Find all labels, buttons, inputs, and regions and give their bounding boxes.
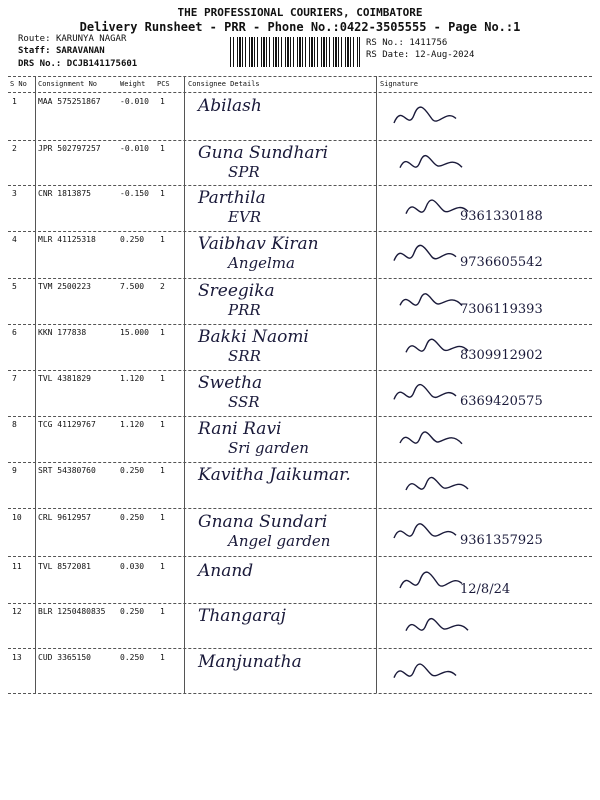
barcode-image — [230, 37, 360, 67]
barcode-bar — [266, 37, 267, 67]
row-separator — [8, 556, 592, 557]
row-weight: 15.000 — [120, 328, 149, 337]
row-sno: 5 — [12, 282, 17, 291]
row-sno: 12 — [12, 607, 22, 616]
row-pcs: 1 — [160, 374, 165, 383]
signature-scribble — [390, 378, 460, 412]
row-consignee-name: Thangaraj — [198, 606, 286, 626]
row-separator — [8, 278, 592, 279]
table-header-rule — [8, 92, 592, 93]
col-weight: Weight — [120, 80, 146, 88]
row-consignee-name: Rani Ravi — [198, 419, 282, 439]
barcode-bar — [293, 37, 294, 67]
row-separator — [8, 324, 592, 325]
col-pcs: PCS — [157, 80, 170, 88]
row-weight: 0.250 — [120, 607, 145, 616]
barcode-bar — [257, 37, 258, 67]
barcode-bar — [275, 37, 277, 67]
barcode-bar — [245, 37, 246, 67]
row-phone: 9736605542 — [460, 255, 543, 270]
drs-value: DCJB141175601 — [66, 59, 138, 69]
barcode-bar — [237, 37, 238, 67]
row-separator — [8, 603, 592, 604]
barcode-bar — [357, 37, 358, 67]
signature-scribble — [390, 239, 460, 273]
row-consignment: BLR 1250480835 — [38, 607, 106, 616]
row-weight: 0.030 — [120, 562, 145, 571]
barcode-bar — [287, 37, 289, 67]
col-sno: S No — [10, 80, 27, 88]
barcode-bar — [347, 37, 349, 67]
row-weight: 1.120 — [120, 374, 145, 383]
row-phone: 6369420575 — [460, 394, 543, 409]
signature-scribble — [390, 657, 460, 691]
row-consignee-line2: Sri garden — [228, 439, 309, 457]
row-consignee-name: Guna Sundhari — [198, 143, 329, 163]
row-sno: 8 — [12, 420, 17, 429]
row-separator — [8, 693, 592, 694]
row-consignment: TVM 2500223 — [38, 282, 91, 291]
barcode-bar — [251, 37, 253, 67]
barcode-bar — [278, 37, 279, 67]
route-value: KARUNYA NAGAR — [55, 34, 127, 44]
barcode-bar — [338, 37, 339, 67]
rs-date-value: 12-Aug-2024 — [414, 50, 475, 60]
row-sno: 7 — [12, 374, 17, 383]
row-weight: 0.250 — [120, 466, 145, 475]
row-sno: 4 — [12, 235, 17, 244]
col-consignment: Consignment No — [38, 80, 98, 88]
barcode-bar — [230, 37, 231, 67]
row-sno: 10 — [12, 513, 22, 522]
row-pcs: 1 — [160, 653, 165, 662]
row-pcs: 1 — [160, 562, 165, 571]
barcode-bar — [299, 37, 301, 67]
barcode-bar — [314, 37, 315, 67]
signature-scribble — [402, 332, 472, 366]
row-consignee-name: Parthila — [198, 188, 266, 208]
row-sno: 2 — [12, 144, 17, 153]
row-separator — [8, 416, 592, 417]
barcode-bar — [290, 37, 291, 67]
row-separator — [8, 185, 592, 186]
row-consignment: CUD 3365150 — [38, 653, 91, 662]
row-pcs: 1 — [160, 189, 165, 198]
row-consignment: TVL 8572081 — [38, 562, 91, 571]
staff-line: Staff: SARAVANAN — [18, 46, 105, 56]
row-consignment: KKN 177838 — [38, 328, 87, 337]
row-consignee-line2: PRR — [228, 301, 261, 319]
barcode-bar — [329, 37, 330, 67]
row-separator — [8, 370, 592, 371]
barcode-bar — [242, 37, 243, 67]
row-weight: 0.250 — [120, 513, 145, 522]
route-line: Route: KARUNYA NAGAR — [18, 34, 127, 44]
barcode-bar — [350, 37, 351, 67]
row-phone: 7306119393 — [460, 302, 543, 317]
row-phone: 9361357925 — [460, 533, 543, 548]
row-sno: 11 — [12, 562, 22, 571]
row-consignment: CNR 1813875 — [38, 189, 91, 198]
barcode-bar — [254, 37, 255, 67]
row-consignee-name: Vaibhav Kiran — [198, 234, 319, 254]
row-pcs: 1 — [160, 607, 165, 616]
col-divider — [184, 76, 185, 693]
row-weight: 0.250 — [120, 235, 145, 244]
row-sno: 1 — [12, 97, 17, 106]
row-pcs: 1 — [160, 235, 165, 244]
barcode-bar — [341, 37, 342, 67]
barcode-bar — [297, 37, 298, 67]
barcode-bar — [285, 37, 286, 67]
row-weight: 0.250 — [120, 653, 145, 662]
row-phone: 8309912902 — [460, 348, 543, 363]
signature-scribble — [402, 611, 472, 645]
barcode-bar — [305, 37, 306, 67]
row-consignee-name: Manjunatha — [198, 652, 302, 672]
row-consignee-line2: SSR — [228, 393, 260, 411]
row-consignee-name: Abilash — [198, 96, 262, 116]
row-consignment: JPR 502797257 — [38, 144, 101, 153]
row-consignee-name: Sreegika — [198, 281, 275, 301]
rs-date-line: RS Date: 12-Aug-2024 — [366, 50, 475, 60]
col-signature: Signature — [380, 80, 418, 88]
row-phone: 12/8/24 — [460, 582, 511, 597]
barcode-bar — [359, 37, 360, 67]
row-pcs: 1 — [160, 144, 165, 153]
barcode-bar — [249, 37, 250, 67]
row-consignee-line2: Angel garden — [228, 532, 331, 550]
row-consignee-name: Kavitha Jaikumar. — [198, 465, 351, 485]
row-pcs: 1 — [160, 466, 165, 475]
signature-scribble — [396, 286, 466, 320]
barcode-bar — [326, 37, 327, 67]
row-separator — [8, 140, 592, 141]
row-sno: 13 — [12, 653, 22, 662]
row-phone: 9361330188 — [460, 209, 543, 224]
barcode-bar — [263, 37, 265, 67]
barcode-bar — [317, 37, 318, 67]
barcode-bar — [281, 37, 282, 67]
row-pcs: 1 — [160, 97, 165, 106]
signature-scribble — [396, 424, 466, 458]
rs-no-value: 1411756 — [409, 38, 448, 48]
signature-scribble — [396, 148, 466, 182]
signature-scribble — [402, 193, 472, 227]
row-weight: 7.500 — [120, 282, 145, 291]
signature-scribble — [390, 101, 460, 135]
runsheet-title: Delivery Runsheet - PRR - Phone No.:0422-3505555 - Page No.:1 — [79, 20, 521, 34]
barcode-bar — [345, 37, 346, 67]
signature-scribble — [396, 566, 466, 600]
row-separator — [8, 648, 592, 649]
col-divider — [376, 76, 377, 693]
row-consignment: SRT 54380760 — [38, 466, 96, 475]
signature-scribble — [390, 517, 460, 551]
row-weight: 1.120 — [120, 420, 145, 429]
row-consignee-name: Bakki Naomi — [198, 327, 309, 347]
drs-line: DRS No.: DCJB141175601 — [18, 59, 138, 69]
row-separator — [8, 462, 592, 463]
row-consignee-name: Gnana Sundari — [198, 512, 328, 532]
row-weight: -0.010 — [120, 97, 149, 106]
staff-value: SARAVANAN — [55, 46, 105, 56]
row-pcs: 1 — [160, 513, 165, 522]
row-consignment: MLR 41125318 — [38, 235, 96, 244]
row-sno: 9 — [12, 466, 17, 475]
barcode-bar — [333, 37, 334, 67]
row-pcs: 1 — [160, 328, 165, 337]
barcode-bar — [273, 37, 274, 67]
row-weight: -0.150 — [120, 189, 149, 198]
row-separator — [8, 508, 592, 509]
row-consignee-line2: Angelma — [228, 254, 295, 272]
barcode-bar — [311, 37, 313, 67]
row-sno: 3 — [12, 189, 17, 198]
row-consignment: TVL 4381829 — [38, 374, 91, 383]
row-consignment: MAA 575251867 — [38, 97, 101, 106]
barcode-bar — [335, 37, 337, 67]
row-sno: 6 — [12, 328, 17, 337]
row-consignee-name: Swetha — [198, 373, 263, 393]
row-weight: -0.010 — [120, 144, 149, 153]
barcode-bar — [353, 37, 354, 67]
col-consignee: Consignee Details — [188, 80, 260, 88]
barcode-bar — [302, 37, 303, 67]
signature-scribble — [402, 470, 472, 504]
barcode-bar — [233, 37, 234, 67]
barcode-bar — [261, 37, 262, 67]
barcode-bar — [269, 37, 270, 67]
row-pcs: 2 — [160, 282, 165, 291]
row-consignee-line2: SRR — [228, 347, 261, 365]
col-divider — [35, 76, 36, 693]
table-top-rule — [8, 76, 592, 77]
company-title: THE PROFESSIONAL COURIERS, COIMBATORE — [177, 6, 423, 19]
barcode-bar — [239, 37, 241, 67]
row-separator — [8, 231, 592, 232]
row-consignee-name: Anand — [198, 561, 254, 581]
row-consignment: CRL 9612957 — [38, 513, 91, 522]
barcode-bar — [321, 37, 322, 67]
row-consignment: TCG 41129767 — [38, 420, 96, 429]
row-consignee-line2: EVR — [228, 208, 262, 226]
barcode-bar — [323, 37, 325, 67]
rs-no-line: RS No.: 1411756 — [366, 38, 448, 48]
row-pcs: 1 — [160, 420, 165, 429]
row-consignee-line2: SPR — [228, 163, 260, 181]
barcode-bar — [309, 37, 310, 67]
